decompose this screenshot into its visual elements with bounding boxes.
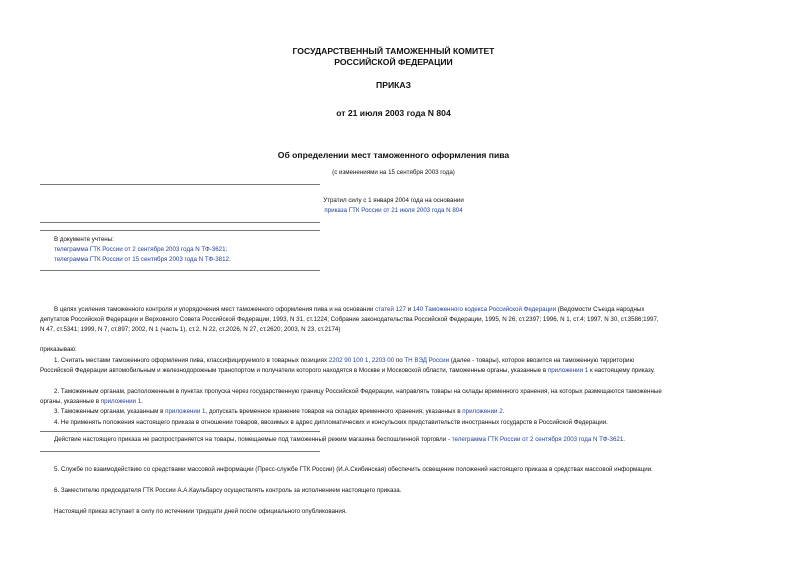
paragraph-2-line2 — [40, 397, 143, 406]
divider — [40, 184, 320, 185]
link-appendix-1[interactable]: приложении 1 — [100, 398, 142, 405]
order-word: приказываю: — [40, 346, 77, 353]
link-telegram-tf3621[interactable]: телеграмма ГТК России от 2 сентября 2003 года N ТФ-3621 — [451, 436, 624, 443]
paragraph-4: 4. Не применять положения настоящего приказа в отношении товаров, ввозимых в адрес дипломатических и консульских представительств иностранных государств в Российской Федерации. — [54, 419, 608, 426]
p1-text: по — [394, 357, 405, 364]
preamble-text: (Ведомости Съезда народных — [556, 306, 645, 313]
divider — [40, 431, 320, 432]
doc-type: ПРИКАЗ — [376, 80, 411, 90]
p2-text: . — [141, 398, 143, 405]
paragraph-6: 6. Заместителю председателя ГТК России А.А.Каульбарсу осуществлять контроль за исполнением настоящего приказа. — [54, 487, 402, 494]
divider — [40, 230, 320, 231]
org-name-line2: РОССИЙСКОЙ ФЕДЕРАЦИИ — [334, 57, 453, 67]
link-code-2203[interactable]: 2203 00 — [371, 357, 395, 364]
p1-text: 1. Считать местами таможенного оформления пива, классифицируемого в товарных позициях — [54, 357, 329, 364]
p1-text: , — [368, 357, 372, 364]
preamble-line1 — [54, 305, 644, 314]
divider — [40, 451, 320, 452]
p1-text: Российской Федерации автомобильным и железнодорожным транспортом и получатели которого находятся в Москве и Московской области, таможенные органы, указанные в — [40, 367, 548, 374]
note-text: . — [623, 436, 626, 443]
link-appendix-1[interactable]: приложении 1 — [165, 408, 206, 415]
divider — [40, 270, 320, 271]
note-duty-free — [54, 435, 625, 444]
expiry-note: Утратил силу с 1 января 2004 года на основании — [323, 197, 464, 204]
p3-text: . — [502, 408, 505, 415]
expiry-link[interactable]: приказа ГТК России от 21 июля 2003 года N 804 — [324, 207, 463, 214]
paragraph-3 — [54, 407, 504, 416]
paragraph-2-line1: 2. Таможенным органам, расположенным в пунктах пропуска через государственную границу Российской Федерации, направлять товары на склады временного хранения, на которых размещаются таможенные — [54, 388, 662, 395]
doc-title: Об определении мест таможенного оформления пива — [277, 150, 510, 160]
link-tn-ved[interactable]: ТН ВЭД России — [404, 357, 450, 364]
changes-note: (с изменениями на 15 сентября 2003 года) — [332, 169, 455, 176]
doc-date-number: от 21 июля 2003 года N 804 — [336, 108, 451, 118]
preamble-line3: N 47, ст.5341; 1999, N 7, ст.897; 2002, N 1 (часть 1), ст.2, N 22, ст.2026, N 27, ст.2620; 2003, N 23, ст.2174) — [40, 326, 341, 333]
p1-text: (далее - товары), которое ввозится на таможенную территорию — [449, 357, 635, 364]
accounted-label: В документе учтены: — [54, 236, 114, 243]
p2-text: органы, указанные в — [40, 398, 101, 405]
paragraph-7: Настоящий приказ вступает в силу по истечении тридцати дней после официального опубликования. — [54, 508, 347, 515]
p3-text: , допускать временное хранение товаров на складах временного хранения, указанных в — [205, 408, 463, 415]
p1-text: к настоящему приказу. — [588, 367, 655, 374]
paragraph-5: 5. Службе по взаимодействию со средствами массовой информации (Пресс-службе ГТК России) (И.А.Скибинская) обеспечить освещение положений настоящего приказа в средствах массовой информации. — [54, 466, 653, 473]
link-code-2202[interactable]: 2202 90 100 1 — [328, 357, 369, 364]
note-text: Действие настоящего приказа не распространяется на товары, помещаемые под таможенный режим магазина беспошлинной торговли - — [54, 436, 452, 443]
paragraph-1-line2 — [40, 366, 655, 375]
link-appendix-1[interactable]: приложении 1 — [547, 367, 589, 374]
link-appendix-2[interactable]: приложении 2 — [462, 408, 503, 415]
preamble-text: и — [405, 306, 413, 313]
preamble-line2: депутатов Российской Федерации и Верховного Совета Российской Федерации, 1993, N 31, ст.1224; Собрание законодательства Российской Федерации, 1995, N 26, ст.2397; 1996, N 1, ст.4; 1997, N 30, ст.3586;1997, — [40, 316, 659, 323]
accounted-link-2[interactable]: телеграмма ГТК России от 15 сентября 2003 года N ТФ-3812. — [54, 256, 231, 263]
preamble-text: В целях усиления таможенного контроля и упорядочения мест таможенного оформления пива и на основании — [54, 306, 376, 313]
p3-text: 3. Таможенным органам, указанным в — [54, 408, 166, 415]
paragraph-1-line1 — [54, 356, 634, 365]
org-name-line1: ГОСУДАРСТВЕННЫЙ ТАМОЖЕННЫЙ КОМИТЕТ — [292, 46, 495, 56]
divider — [40, 222, 320, 223]
link-article-127[interactable]: статей 127 — [375, 306, 406, 313]
link-customs-code[interactable]: 140 Таможенного кодекса Российской Федерации — [412, 306, 557, 313]
accounted-link-1[interactable]: телеграмма ГТК России от 2 сентября 2003 года N ТФ-3621; — [54, 246, 228, 253]
